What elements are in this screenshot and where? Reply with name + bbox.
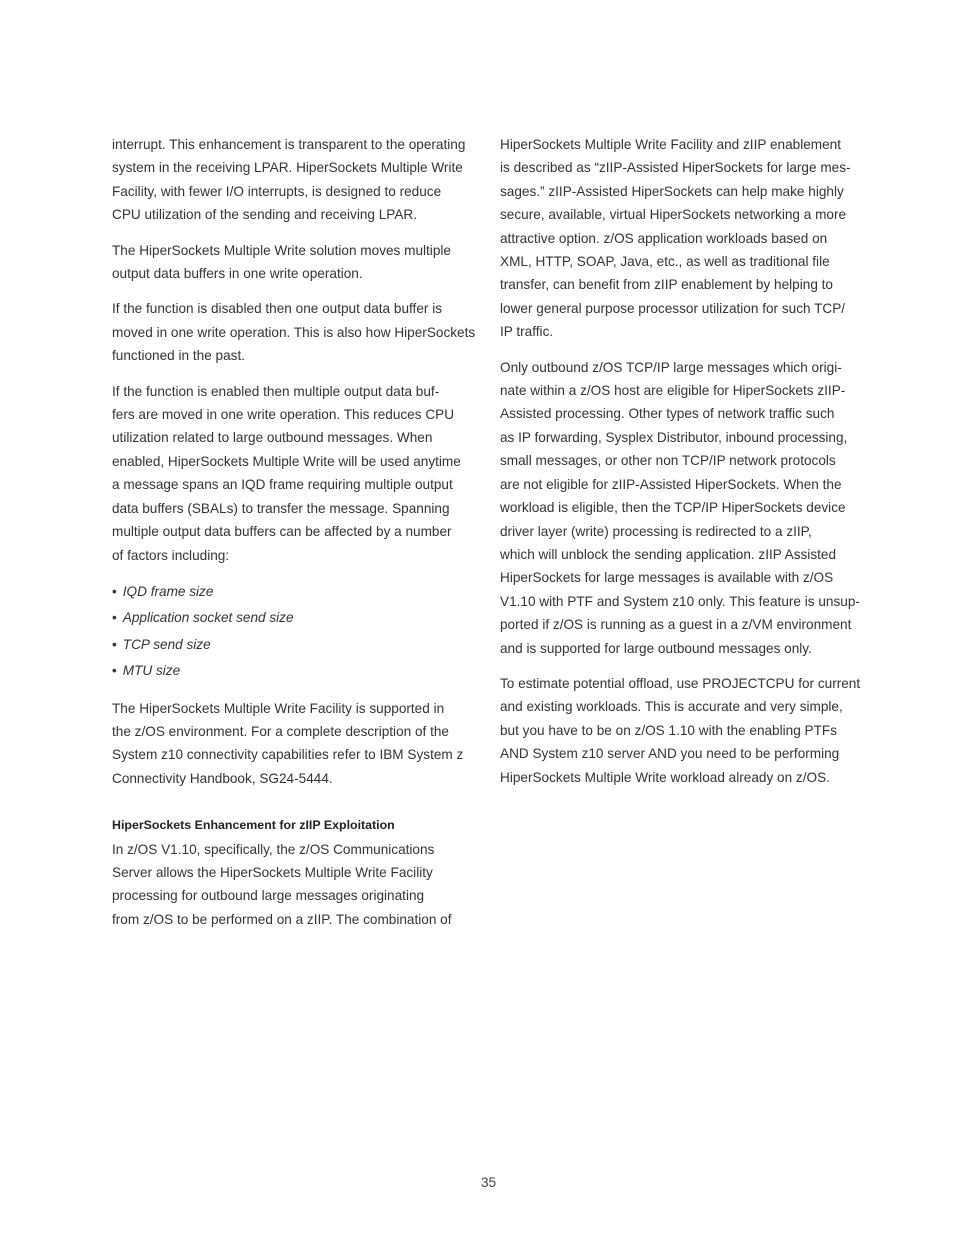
- left-column: [112, 133, 484, 943]
- paragraph: HiperSockets Multiple Write Facility and zIIP enablement is described as “zIIP-Assisted HiperSockets for large mes- sages.” zIIP-Assisted HiperSockets can help make highly secure, available, virtual HiperSockets networking a more attractive option. z/OS application workloads based on XML, HTTP, SOAP, Java, etc., as well as traditional file transfer, can benefit from zIIP enablement by helping to lower general purpose processor utilization for such TCP/ IP traffic.: [500, 137, 851, 340]
- factor-list: [112, 579, 484, 685]
- bullet-marker: •: [112, 663, 117, 679]
- list-item: [112, 605, 484, 631]
- bullet-marker: •: [112, 610, 117, 626]
- paragraph: interrupt. This enhancement is transparent to the operating system in the receiving LPAR. HiperSockets Multiple Write Facility, with fewer I/O interrupts, is designed to reduce CPU utilization of the sending and receiving LPAR.: [112, 137, 466, 223]
- list-item: [112, 579, 484, 605]
- paragraph: If the function is enabled then multiple output data buf- fers are moved in one write operation. This reduces CPU utilization related to large outbound messages. When enabled, HiperSockets Multiple Write will be used anytime a message spans an IQD frame requiring multiple output data buffers (SBALs) to transfer the message. Spanning multiple output data buffers can be affected by a number of factors including:: [112, 383, 461, 563]
- bullet-marker: •: [112, 636, 117, 652]
- section-heading: HiperSockets Enhancement for zIIP Exploitation: [112, 818, 395, 833]
- list-item-text: MTU size: [122, 663, 181, 679]
- paragraph: Only outbound z/OS TCP/IP large messages which origi- nate within a z/OS host are eligible for HiperSockets zIIP- Assisted processing. Other types of network traffic such as IP forwarding, Sysplex Distributor, inbound processing, small messages, or other non TCP/IP network protocols are not eligible for zIIP-Assisted HiperSockets. When the workload is eligible, then the TCP/IP HiperSockets device driver layer (write) processing is redirected to a zIIP, which will unblock the sending application. zIIP Assisted HiperSockets for large messages is available with z/OS V1.10 with PTF and System z10 only. This feature is unsup- ported if z/OS is running as a guest in a z/VM environment and is supported for large outbound messages only.: [500, 359, 860, 656]
- paragraph: The HiperSockets Multiple Write Facility is supported in the z/OS environment. For a complete description of the System z10 connectivity capabilities refer to IBM System z Connectivity Handbook, SG24-5444.: [112, 700, 464, 786]
- list-item-text: Application socket send size: [122, 610, 294, 626]
- paragraph: To estimate potential offload, use PROJECTCPU for current and existing workloads. This is accurate and very simple, but you have to be on z/OS 1.10 with the enabling PTFs AND System z10 server AND you need to be performing HiperSockets Multiple Write workload already on z/OS.: [500, 675, 861, 785]
- paragraph: In z/OS V1.10, specifically, the z/OS Communications Server allows the HiperSockets Multiple Write Facility processing for outbound large messages originating from z/OS to be performed on a zIIP. The combination of: [112, 841, 452, 927]
- list-item-text: IQD frame size: [122, 583, 214, 599]
- list-item-text: TCP send size: [122, 636, 211, 652]
- right-column: [500, 133, 876, 801]
- list-item: [112, 632, 484, 658]
- list-item: [112, 658, 484, 684]
- paragraph: The HiperSockets Multiple Write solution moves multiple output data buffers in one write operation.: [112, 242, 451, 282]
- paragraph: If the function is disabled then one output data buffer is moved in one write operation. This is also how HiperSockets functioned in the past.: [112, 301, 476, 364]
- page-number: 35: [480, 1175, 497, 1190]
- bullet-marker: •: [112, 583, 117, 599]
